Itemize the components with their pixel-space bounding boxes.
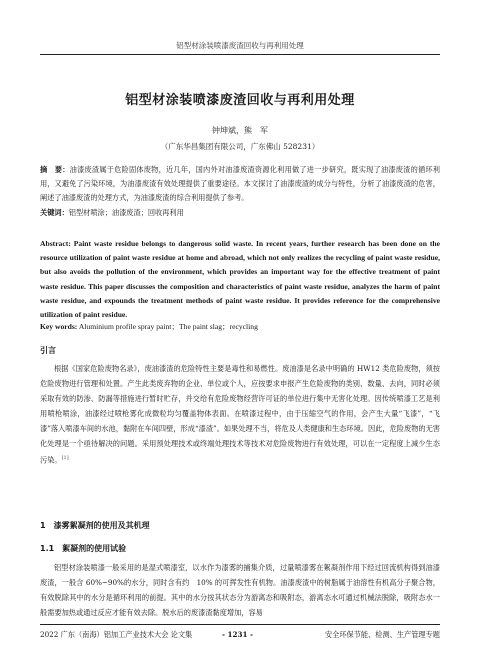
section-1-heading: 1 漆雾絮凝剂的使用及其机理	[40, 521, 150, 530]
paper-affiliation: （广东华昌集团有限公司，广东佛山 528231）	[160, 142, 320, 151]
footer-page-number: - 1231 -	[222, 630, 253, 639]
abstract-cn-label: 摘 要：	[40, 165, 70, 174]
intro-text: 根据《国家危险废物名录》，废油漆渣的危险特性主要是毒性和易燃性。废油漆是名录中明确的 HW12 类危险废物，须按危险废物进行管理和处置。产生此类废弃物的企业、单位或个人，应按要求申报产生危险废物的类别、数量、去向，同时必须采取有效的防渗、防漏等措施进行暂时贮存，并交给有危险废物经营许可证的单位进行集中无害化处理。因传统喷漆工艺是利用喷枪喷涂，油漆经过喷枪雾化成微粒均匀覆盖物体表面。在喷漆过程中，由于压缩空气的作用，会产生大量“飞漆”，“飞漆”落入喷漆车间的水池，黏附在车间四壁，形成“漆渣”。如果处理不当，将危及人类健康和生态环境。因此，危险废物的无害化处理是一个亟待解决的问题。采用预处理技术或终端处理技术等技术对危险废物进行有效处理，可以在一定程度上减少生态污染。	[40, 364, 440, 465]
keywords-en-text: Aluminium profile spray paint；The paint slag；recycling	[78, 322, 258, 331]
footer-rule	[40, 624, 440, 625]
intro-citation: [1]	[61, 455, 69, 462]
intro-paragraph	[40, 362, 440, 469]
running-header: 铝型材涂装喷漆废渣回收与再利用处理	[176, 41, 304, 50]
intro-heading: 引言	[40, 346, 56, 355]
section-1-1-paragraph: 铝型材涂装喷漆一般采用的是湿式喷漆室，以水作为漆雾的捕集介质，过量喷漆雾在絮凝剂作用下经过回流机构得到油漆废渣，一般含 60%~90%的水分，同时含有约 10% 的可挥发性有机物。油漆废渣中的树脂属于油溶性有机高分子聚合物，有效脱除其中的水分是循环利用的前提。其中的水分按其状态分为游离态和吸附态，游离态水可通过机械法脱除，吸附态水一般需要加热或通过反应才能有效去除。脱水后的废漆渣黏度增加，容易	[40, 563, 440, 617]
abstract-en-text: Paint waste residue belongs to dangerous solid waste. In recent years, further research has been done on the resource utilization of paint waste residue at home and abroad, which not only realizes the recycling of paint waste residue, but also avoids the pollution of the environment, which provides an important way for the effective treatment of paint waste residue. This paper discusses the composition and characteristics of paint waste residue, analyzes the harm of paint waste residue, and expounds the treatment methods of paint waste residue. It provides reference for the comprehensive utilization of paint residue.	[40, 239, 440, 320]
keywords-en-label: Key words:	[40, 322, 78, 331]
abstract-en	[40, 237, 440, 322]
footer-proceedings: 2022 广东（南海）铝加工产业技术大会 论文集	[40, 630, 193, 639]
paper-authors: 钟坤斌，熊 军	[212, 126, 268, 135]
keywords-cn-label: 关键词：	[40, 208, 69, 217]
section-1-1-heading: 1.1 絮凝剂的使用试验	[40, 544, 127, 553]
footer-section: 安全环保节能、检测、生产管理专题	[324, 630, 440, 639]
keywords-en	[40, 320, 440, 334]
abstract-cn-text: 油漆废渣属于危险固体废物，近几年，国内外对油漆废渣资源化利用做了进一步研究，既实现了油漆废渣的循环利用，又避免了污染环境，为油漆废渣有效处理提供了重要途径。本文探讨了油漆废渣的成分与特性，分析了油漆废渣的危害，阐述了油漆废渣的处理方式，为油漆废渣的综合利用提供了参考。	[40, 165, 440, 202]
abstract-cn	[40, 163, 440, 204]
header-rule	[40, 54, 440, 55]
paper-title: 铝型材涂装喷漆废渣回收与再利用处理	[125, 93, 355, 108]
keywords-cn	[40, 206, 440, 220]
keywords-cn-text: 铝型材喷涂；油漆废渣；回收再利用	[68, 208, 184, 217]
abstract-en-label: Abstract:	[40, 239, 71, 248]
